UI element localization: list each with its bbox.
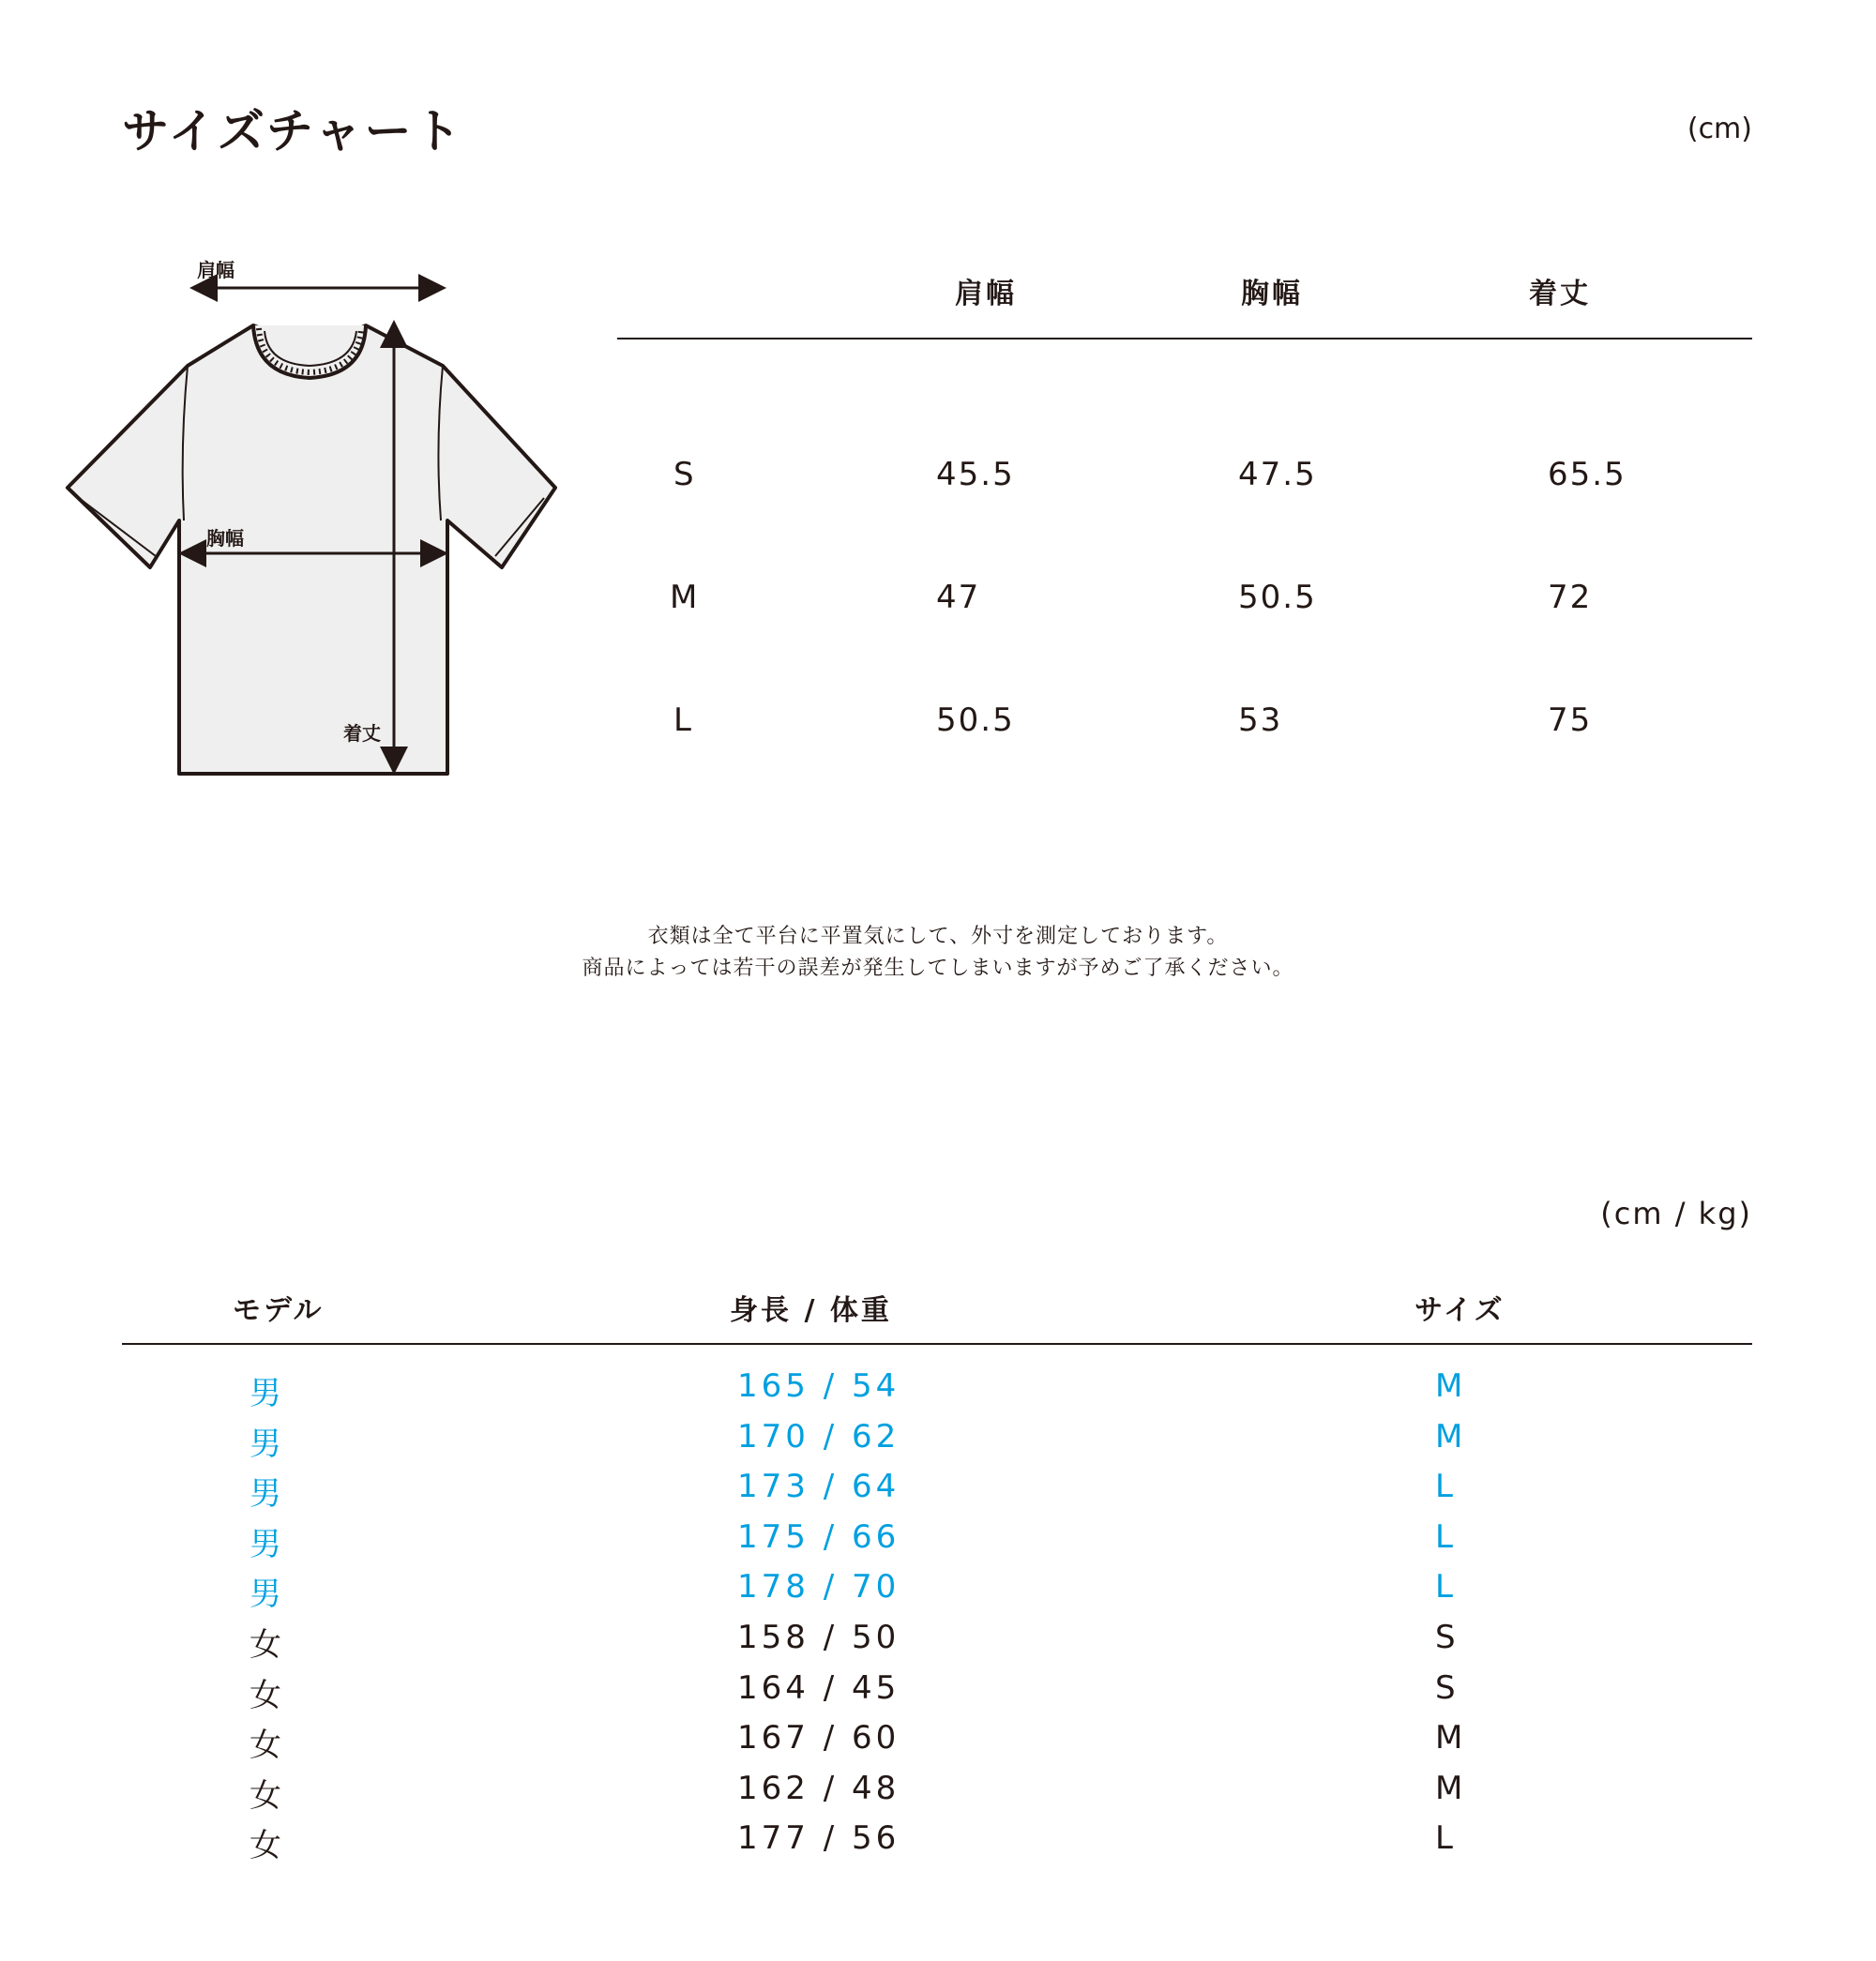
model-row [0, 1819, 1876, 1870]
model-size: L [1435, 1468, 1457, 1506]
shoulder-value: 50.5 [936, 701, 1015, 739]
model-gender: 女 [250, 1827, 285, 1865]
size-table-rule [617, 338, 1752, 339]
length-value: 65.5 [1548, 456, 1626, 493]
model-gender: 男 [250, 1475, 285, 1514]
model-row [0, 1518, 1876, 1569]
model-row [0, 1719, 1876, 1770]
model-size: M [1435, 1367, 1467, 1405]
header-height-weight: 身長 / 体重 [730, 1294, 892, 1327]
model-gender: 男 [250, 1525, 285, 1563]
model-row [0, 1568, 1876, 1619]
model-height-weight: 164 / 45 [737, 1668, 900, 1707]
model-gender: 女 [250, 1727, 285, 1765]
length-value: 72 [1548, 579, 1593, 616]
header-chest: 胸幅 [1241, 278, 1303, 310]
length-label: 着丈 [343, 722, 381, 745]
model-gender: 女 [250, 1776, 285, 1815]
model-size: L [1435, 1517, 1457, 1556]
size-label: L [673, 701, 693, 739]
header-shoulder: 肩幅 [955, 278, 1017, 310]
model-size: S [1435, 1668, 1460, 1707]
model-size: L [1435, 1568, 1457, 1607]
header-size: サイズ [1415, 1294, 1505, 1327]
model-height-weight: 165 / 54 [737, 1367, 900, 1405]
model-gender: 男 [250, 1375, 285, 1412]
shoulder-value: 45.5 [936, 456, 1015, 493]
model-row [0, 1619, 1876, 1669]
page-title: サイズチャート [122, 104, 464, 158]
model-size: M [1435, 1719, 1467, 1757]
model-size: M [1435, 1769, 1467, 1807]
model-height-weight: 175 / 66 [737, 1517, 900, 1556]
model-size: S [1435, 1619, 1460, 1656]
model-row [0, 1367, 1876, 1418]
shoulder-label: 肩幅 [197, 259, 234, 281]
model-height-weight: 170 / 62 [737, 1417, 900, 1456]
chest-value: 50.5 [1238, 579, 1317, 616]
measurement-note [0, 921, 1876, 985]
size-unit-label: (cm) [1687, 113, 1752, 145]
model-row [0, 1669, 1876, 1720]
tshirt-diagram [56, 239, 582, 783]
model-row [0, 1770, 1876, 1820]
chest-value: 47.5 [1238, 456, 1317, 493]
model-size: L [1435, 1819, 1457, 1858]
model-height-weight: 167 / 60 [737, 1719, 900, 1757]
length-value: 75 [1548, 701, 1593, 739]
model-height-weight: 173 / 64 [737, 1468, 900, 1506]
model-height-weight: 158 / 50 [737, 1619, 900, 1656]
model-size: M [1435, 1417, 1467, 1456]
model-gender: 男 [250, 1425, 285, 1463]
model-row [0, 1418, 1876, 1469]
shoulder-value: 47 [936, 579, 981, 616]
chest-value: 53 [1238, 701, 1283, 739]
model-gender: 男 [250, 1576, 285, 1614]
model-unit-label: (cm / kg) [1600, 1196, 1752, 1231]
header-model: モデル [233, 1294, 325, 1327]
model-table-rule [122, 1343, 1752, 1345]
model-gender: 女 [250, 1626, 285, 1664]
header-length: 着丈 [1529, 278, 1591, 310]
model-height-weight: 177 / 56 [737, 1819, 900, 1858]
chest-label: 胸幅 [206, 527, 244, 550]
model-gender: 女 [250, 1676, 285, 1714]
note-line-2: 商品によっては若干の誤差が発生してしまいますが予めご了承ください。 [582, 957, 1294, 980]
model-row [0, 1468, 1876, 1518]
tshirt-outline [68, 325, 555, 774]
size-label: S [673, 456, 696, 493]
model-height-weight: 178 / 70 [737, 1568, 900, 1607]
model-height-weight: 162 / 48 [737, 1769, 900, 1807]
size-label: M [670, 579, 700, 616]
note-line-1: 衣類は全て平台に平置気にして、外寸を測定しております。 [647, 925, 1229, 948]
